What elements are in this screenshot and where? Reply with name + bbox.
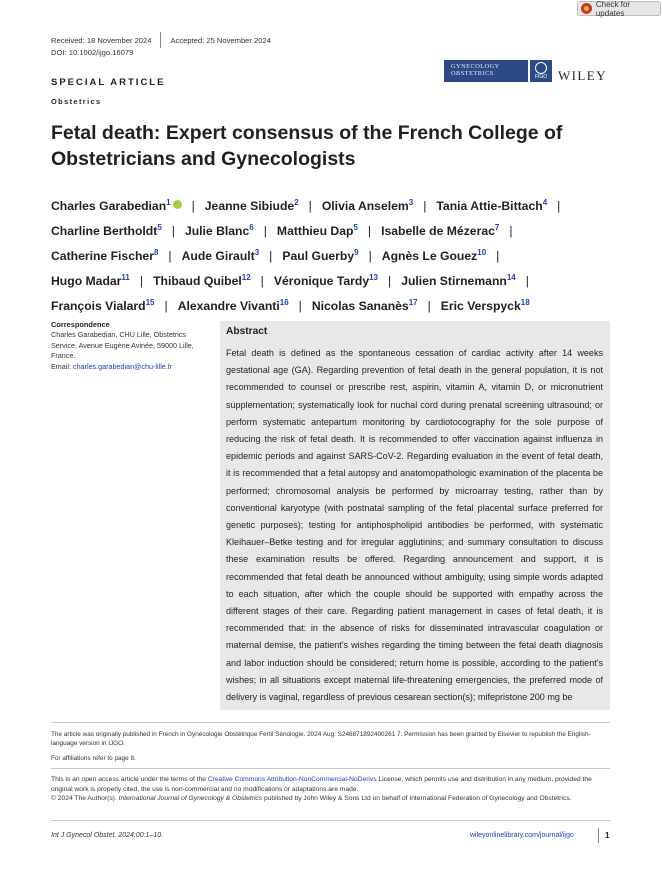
author-name: Hugo Madar [51, 274, 122, 289]
author-name: Julien Stirnemann [401, 274, 507, 289]
author-name: Paul Guerby [282, 249, 355, 264]
article-dates [51, 32, 271, 48]
author-separator: | [298, 299, 302, 314]
author [312, 299, 418, 313]
author-name: Eric Verspyck [440, 299, 521, 314]
correspondence-heading: Correspondence [51, 320, 110, 329]
author [382, 249, 486, 263]
check-for-updates-button[interactable] [577, 1, 661, 16]
correspondence-block [51, 330, 201, 372]
correspondence-email-link[interactable]: charles.garabedian@chu-lille.fr [72, 361, 173, 371]
author-name: Charline Bertholdt [51, 224, 158, 239]
author-separator: | [368, 249, 372, 264]
accepted-date: Accepted: 25 November 2024 [170, 35, 271, 45]
author-affiliation[interactable]: 13 [369, 273, 379, 283]
license-prefix: This is an open access article under the terms of the [51, 776, 208, 783]
author-name: François Vialard [51, 299, 146, 314]
doi[interactable]: DOI: 10.1002/ijgo.16079 [51, 48, 134, 57]
author [274, 274, 378, 288]
author [51, 249, 158, 263]
author [178, 299, 289, 313]
author-affiliation[interactable]: 17 [408, 298, 418, 308]
author-name: Jeanne Sibiude [204, 199, 295, 214]
orcid-icon[interactable] [173, 200, 182, 209]
author-name: Nicolas Sananès [311, 299, 409, 314]
divider [51, 768, 610, 769]
copyright-suffix: published by John Wiley & Sons Ltd on behalf of International Federation of Gynecology and Obstetrics. [262, 795, 572, 803]
page-number: 1 [605, 831, 610, 840]
author [441, 299, 530, 313]
license-suffix: License, which permits use and distribution in any medium, provided the original work is properly cited, the use is non-commercial and no modifications or adaptations are made. [51, 776, 592, 793]
author-name: Tania Attie-Bittach [436, 199, 543, 214]
page-number-divider [598, 828, 599, 843]
author-separator: | [168, 249, 172, 264]
author-name: Catherine Fischer [51, 249, 154, 264]
author [185, 224, 254, 238]
author-affiliation[interactable]: 15 [145, 298, 155, 308]
received-date: Received: 18 November 2024 [51, 35, 152, 45]
publisher-logo[interactable]: WILEY [558, 68, 607, 83]
author-separator: | [308, 199, 312, 214]
crossmark-icon [581, 3, 592, 14]
author-separator: | [423, 199, 427, 214]
author-affiliation[interactable]: 7 [494, 223, 500, 233]
abstract-text: Fetal death is defined as the spontaneous cessation of cardiac activity after 14 weeks gestational age (GA). Regarding prevention of fetal death in the general population, it is not recommended to counsel or prescribe rest, aspirin, vitamin A, vitamin D, or micronutrient supplementation; systematically look for nuchal cord during prenatal screening ultrasound; or perform systematic antepartum monitoring by cardiotocography for the sole purpose of reducing the risk of fetal death. It is recommended to offer vaccination against influenza in epidemic periods and against SARS-CoV-2. Regarding evaluation in the event of fetal death, it is recommended that a fetal autopsy and anatomopathologic examination of the placenta be performed; chromosomal analysis be performed by microarray testing, rather than by conventional karyotype (with postnatal sampling of the fetal placental surface preferred for genetic purposes); testing for antiphospholipid antibodies be performed, with systematic Kleihauer–Betke testing and for irregular agglutinins; and summary consultation to discuss these examination results be offered. Regarding announcement and support, it is recommended that fetal death be announced without ambiguity, using simple words adapted to each situation, after which the couple should be supported with empathy across the different stages of their care. Regarding patient management in cases of fetal death, it is recommended that: in the absence of risks for disseminated intravascular coagulation or maternal demise, the patient's wishes regarding the timing between the fetal death diagnosis and labor induction should be considered; return home is possible, according to the patient's wishes; in all situations except maternal life-threatening emergencies, the preferred mode of delivery is vaginal, regardless of previous cesarean section(s); mifepristone 200 mg be [226, 348, 603, 703]
footer-journal-url[interactable]: wileyonlinelibrary.com/journal/ijgo [470, 832, 574, 839]
author-name: Véronique Tardy [273, 274, 370, 289]
footer-citation: Int J Gynecol Obstet. 2024;00:1–10. [51, 832, 164, 839]
author-separator: | [509, 224, 513, 239]
author-separator: | [525, 274, 529, 289]
journal-logo[interactable] [444, 60, 528, 82]
article-subject: Obstetrics [51, 97, 102, 106]
check-for-updates-label: Check for updates [595, 0, 631, 18]
author-separator: | [496, 249, 500, 264]
author-affiliation[interactable]: 5 [353, 223, 358, 233]
divider [51, 820, 610, 821]
journal-logo-line2: OBSTETRICS [451, 70, 494, 77]
author-name: Aude Girault [181, 249, 255, 264]
author-affiliation[interactable]: 5 [157, 223, 162, 233]
author-name: Isabelle de Mézerac [381, 224, 495, 239]
author [381, 224, 499, 238]
author [436, 199, 547, 213]
author-affiliation[interactable]: 12 [241, 273, 251, 283]
author [322, 199, 413, 213]
abstract-heading: Abstract [226, 326, 268, 337]
author-affiliation[interactable]: 16 [279, 298, 289, 308]
author-name: Thibaud Quibel [153, 274, 242, 289]
author [205, 199, 299, 213]
author [182, 249, 260, 263]
author [153, 274, 251, 288]
author [51, 274, 130, 288]
author [51, 199, 182, 213]
author-affiliation[interactable]: 1 [166, 198, 171, 207]
author-name: Alexandre Vivanti [177, 299, 280, 314]
author-affiliation[interactable]: 14 [506, 273, 516, 283]
author [282, 249, 358, 263]
author-separator: | [557, 199, 561, 214]
author-affiliation[interactable]: 11 [121, 273, 130, 283]
author-name: Matthieu Dap [276, 224, 354, 239]
author-affiliation[interactable]: 6 [249, 223, 254, 233]
author-name: Agnès Le Gouez [381, 249, 478, 264]
original-publication-note: The article was originally published in French in Gynécologie Obstétrique Fertil Sénologie. 2024 Aug: S246871892400261 7. Permission has been granted by Elsevier to republish the English-language version in IJGO. [51, 731, 591, 748]
author-name: Julie Blanc [184, 224, 250, 239]
divider [51, 722, 610, 723]
author-affiliation[interactable]: 3 [254, 248, 260, 258]
email-label: Email: [51, 361, 71, 371]
author-affiliation[interactable]: 2 [294, 198, 299, 207]
author-affiliation[interactable]: 10 [477, 248, 487, 258]
author-affiliation[interactable]: 3 [408, 198, 414, 207]
article-title: Fetal death: Expert consensus of the French College of Obstetricians and Gynecologists [51, 122, 563, 170]
figo-logo-label: FIGO [534, 74, 548, 80]
license-block [51, 775, 611, 804]
author-separator: | [191, 199, 195, 214]
affiliations-note: For affiliations refer to page 8. [51, 755, 136, 762]
figo-logo[interactable] [530, 60, 552, 82]
date-divider [160, 32, 161, 48]
correspondence-address: Charles Garabedian, CHU Lille, Obstetrics Service, Avenue Eugène Avinée, 59000 Lille, France. [51, 330, 194, 360]
author [401, 274, 516, 288]
author [51, 299, 155, 313]
author [277, 224, 358, 238]
author-name: Olivia Anselem [321, 199, 409, 214]
author-separator: | [171, 224, 175, 239]
author-separator: | [269, 249, 273, 264]
author-separator: | [260, 274, 264, 289]
license-link[interactable]: Creative Commons Attribution-NonCommercial-NoDerivs [207, 776, 377, 783]
author-separator: | [367, 224, 372, 239]
abstract-box [220, 321, 610, 710]
journal-logo-line1: GYNECOLOGY [451, 63, 500, 70]
copyright-prefix: © 2024 The Author(s). [51, 795, 119, 803]
author-list [51, 192, 621, 317]
journal-name: International Journal of Gynecology & Obstetrics [118, 795, 263, 803]
author [51, 224, 162, 238]
author-separator: | [139, 274, 144, 289]
author-separator: | [388, 274, 392, 289]
figo-emblem-icon [535, 62, 547, 74]
article-type: SPECIAL ARTICLE [51, 77, 166, 88]
author-separator: | [427, 299, 431, 314]
author-affiliation[interactable]: 8 [153, 248, 159, 258]
author-name: Charles Garabedian [51, 199, 167, 214]
author-affiliation[interactable]: 18 [520, 298, 530, 308]
author-affiliation[interactable]: 4 [542, 198, 548, 207]
author-separator: | [164, 299, 168, 314]
author-separator: | [263, 224, 267, 239]
author-affiliation[interactable]: 9 [354, 248, 359, 258]
